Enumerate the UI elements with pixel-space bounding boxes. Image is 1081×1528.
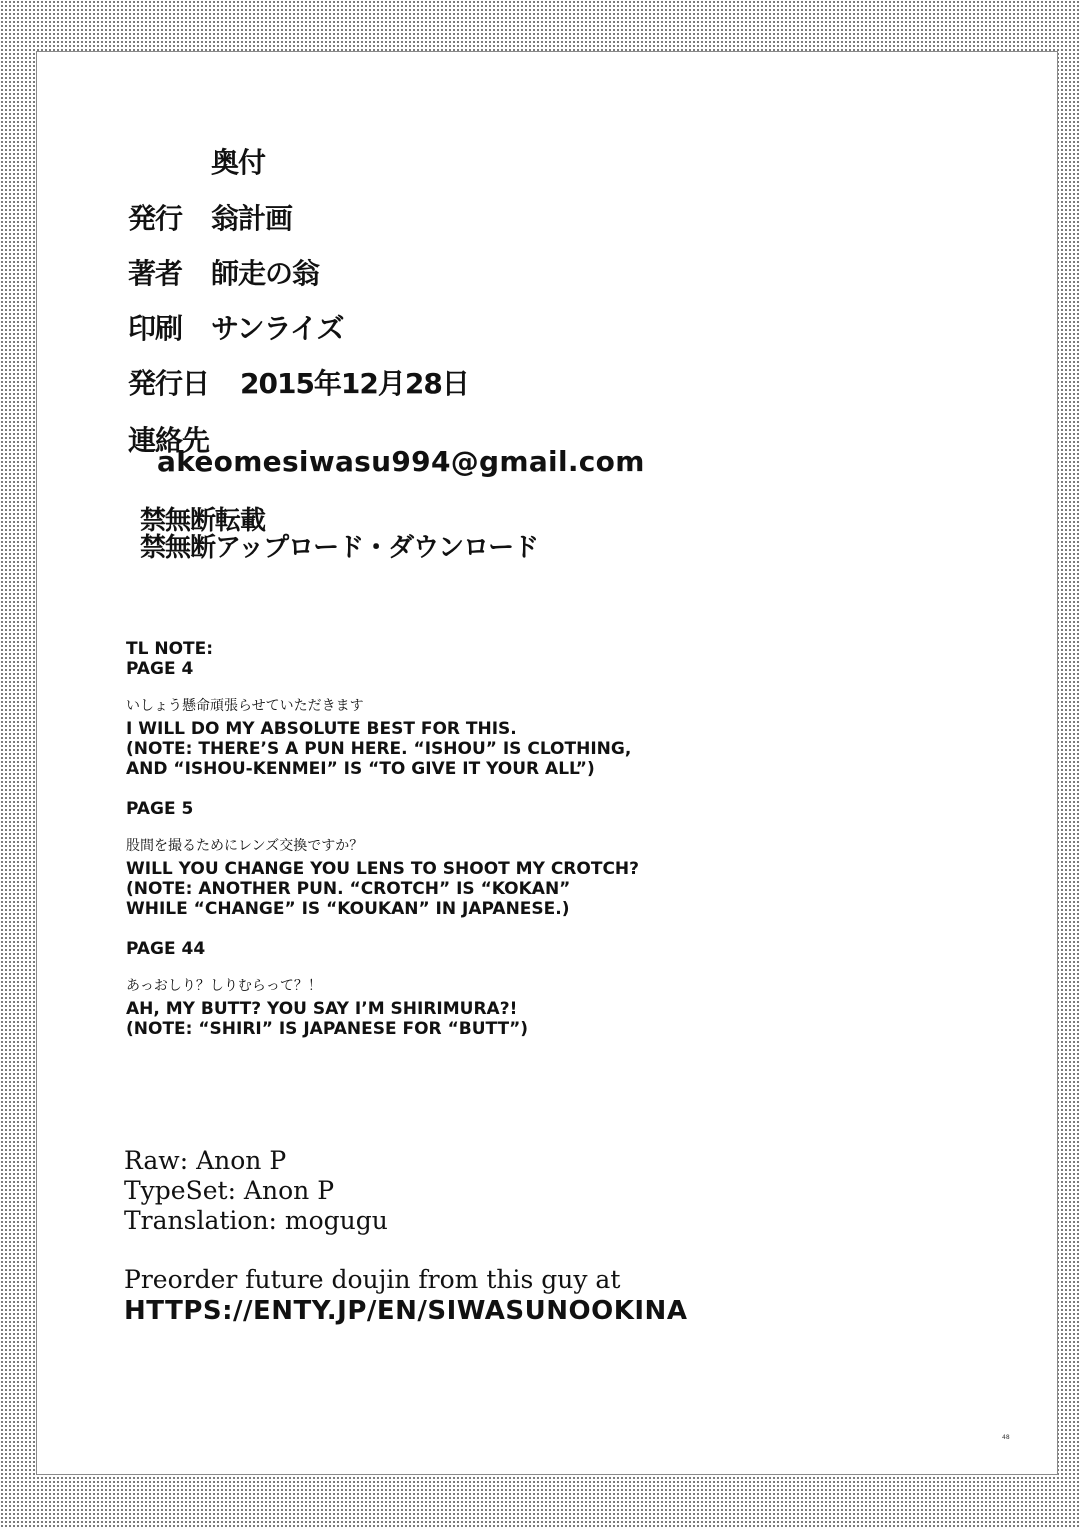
tl-english-line: (NOTE: “SHIRI” IS JAPANESE FOR “BUTT”): [126, 1019, 529, 1039]
publish-date-value: 2015年12月28日: [240, 367, 469, 400]
no-reprint-notice: 禁無断転載: [140, 506, 266, 536]
contact-email: akeomesiwasu994@gmail.com: [157, 445, 645, 478]
preorder-url[interactable]: HTTPS://ENTY.JP/EN/SIWASUNOOKINA: [124, 1296, 688, 1326]
tl-english-line: AND “ISHOU-KENMEI” IS “TO GIVE IT YOUR ALL”): [126, 759, 595, 779]
no-upload-notice: 禁無断アップロード・ダウンロード: [140, 533, 539, 563]
credit-raw: Raw: Anon P: [124, 1146, 287, 1175]
publisher-label: 発行: [128, 202, 183, 235]
preorder-text: Preorder future doujin from this guy at: [124, 1265, 621, 1294]
tl-english-line: (NOTE: THERE’S A PUN HERE. “ISHOU” IS CLOTHING,: [126, 739, 632, 759]
tl-page-label: PAGE 4: [126, 659, 194, 679]
credit-translation: Translation: mogugu: [124, 1206, 388, 1235]
page-number: 48: [1002, 1434, 1010, 1441]
tl-english-line: WHILE “CHANGE” IS “KOUKAN” IN JAPANESE.): [126, 899, 570, 919]
contact-label: 連絡先: [128, 424, 210, 457]
colophon-title: 奥付: [211, 146, 266, 179]
printer-label: 印刷: [128, 312, 183, 345]
tl-japanese-line: あっおしり？しりむらって？！: [126, 978, 322, 994]
author-label: 著者: [128, 257, 183, 290]
tl-english-line: I WILL DO MY ABSOLUTE BEST FOR THIS.: [126, 719, 517, 739]
credit-typeset: TypeSet: Anon P: [124, 1176, 335, 1205]
tl-english-line: WILL YOU CHANGE YOU LENS TO SHOOT MY CROTCH?: [126, 859, 640, 879]
printer-value: サンライズ: [211, 312, 344, 345]
tl-japanese-line: いしょう懸命頑張らせていただきます: [126, 698, 364, 714]
tl-english-line: AH, MY BUTT? YOU SAY I’M SHIRIMURA?!: [126, 999, 518, 1019]
tl-page-label: PAGE 44: [126, 939, 206, 959]
publish-date-label: 発行日: [128, 367, 210, 400]
tl-page-label: PAGE 5: [126, 799, 194, 819]
tl-note-heading: TL NOTE:: [126, 639, 214, 659]
tl-english-line: (NOTE: ANOTHER PUN. “CROTCH” IS “KOKAN”: [126, 879, 571, 899]
tl-japanese-line: 股間を撮るためにレンズ交換ですか？: [126, 838, 364, 854]
author-value: 師走の翁: [211, 257, 320, 290]
publisher-value: 翁計画: [211, 202, 293, 235]
